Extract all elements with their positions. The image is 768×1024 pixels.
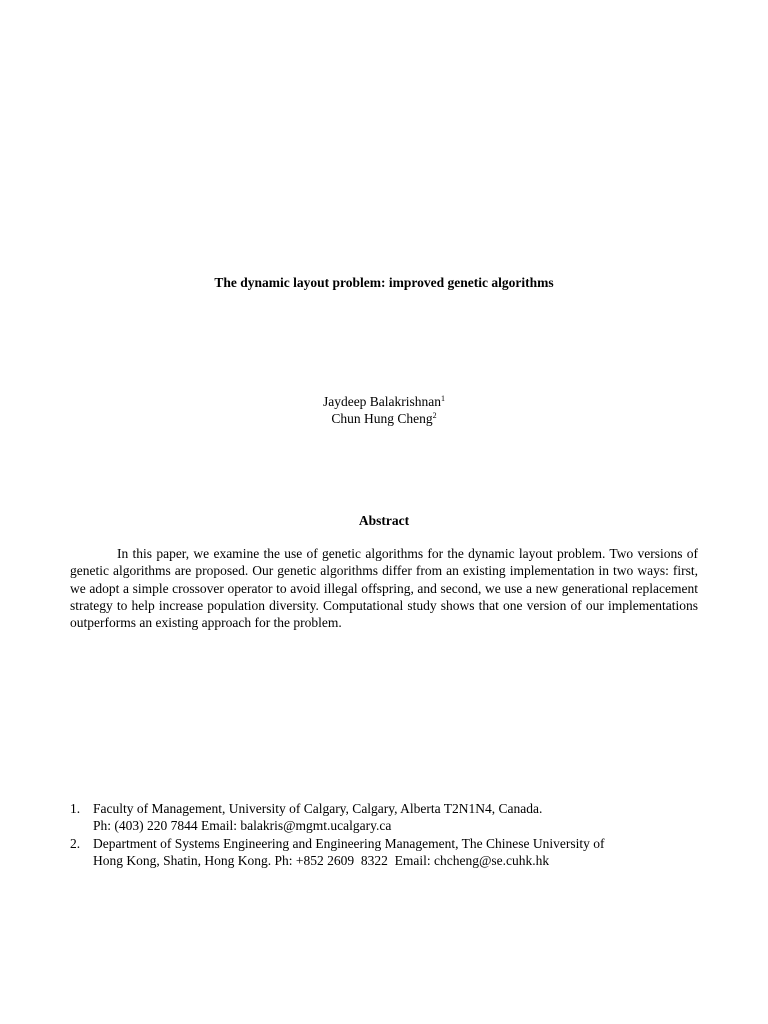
affiliation-footnotes <box>70 800 710 869</box>
abstract-heading: Abstract <box>358 513 410 528</box>
footnote-number: 2. <box>70 835 81 851</box>
affiliation-mark: 1 <box>441 394 446 403</box>
footnote-line: Department of Systems Engineering and Engineering Management, The Chinese University of <box>93 835 605 851</box>
paper-title: The dynamic layout problem: improved genetic algorithms <box>214 275 554 290</box>
author-2 <box>0 410 768 427</box>
footnote-2 <box>70 835 710 870</box>
author-list <box>0 393 768 427</box>
abstract-body: In this paper, we examine the use of genetic algorithms for the dynamic layout problem. Two versions of genetic algorithms are proposed. Our genetic algorithms differ from an existing implementation in two ways: first, we adopt a simple crossover operator to avoid illegal offspring, and second, we use a new generational replacement strategy to help increase population diversity. Computational study shows that one version of our implementations outperforms an existing approach for the problem. <box>70 546 698 631</box>
footnote-1 <box>70 800 710 835</box>
affiliation-mark: 2 <box>432 411 437 420</box>
footnote-line: Hong Kong, Shatin, Hong Kong. Ph: +852 2609 8322 Email: chcheng@se.cuhk.hk <box>93 852 550 868</box>
author-name: Chun Hung Cheng <box>331 411 433 426</box>
author-name: Jaydeep Balakrishnan <box>322 394 442 409</box>
footnote-line: Ph: (403) 220 7844 Email: balakris@mgmt.ucalgary.ca <box>93 818 392 834</box>
footnote-line: Faculty of Management, University of Calgary, Calgary, Alberta T2N1N4, Canada. <box>93 801 543 816</box>
author-1 <box>0 393 768 410</box>
footnote-number: 1. <box>70 801 81 816</box>
